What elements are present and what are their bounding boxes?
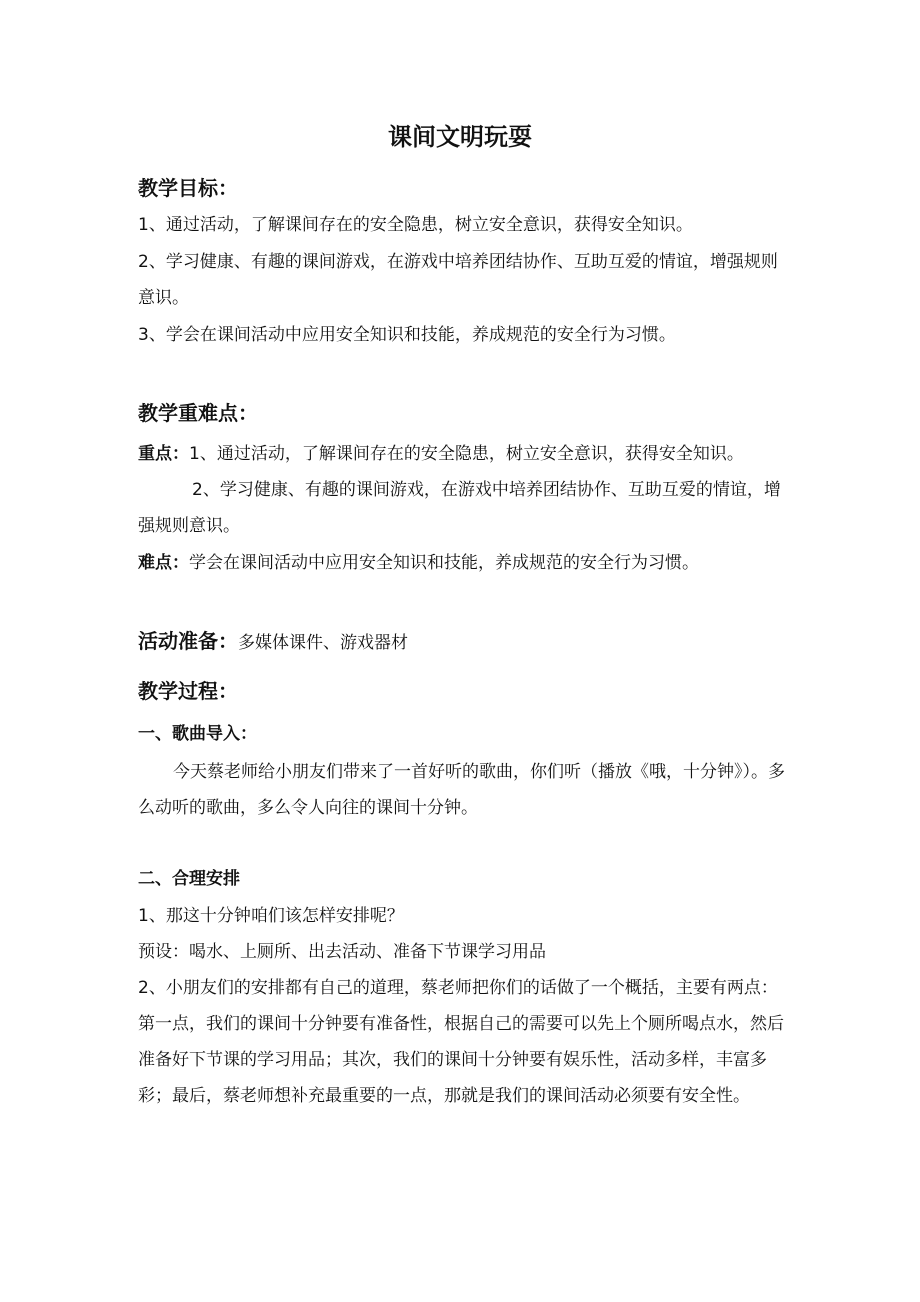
objective-item-3: 3、学会在课间活动中应用安全知识和技能，养成规范的安全行为习惯。	[138, 325, 676, 345]
key-points-heading: 教学重难点：	[138, 401, 258, 425]
focus-item-2: 2、学习健康、有趣的课间游戏，在游戏中培养团结协作、互助互爱的情谊，增强规则意识。	[138, 480, 781, 536]
part1-heading: 一、歌曲导入：	[138, 724, 257, 744]
focus-item-1: 1、通过活动，了解课间存在的安全隐患，树立安全意识，获得安全知识。	[189, 444, 744, 464]
preparation-line	[138, 626, 408, 658]
part2-question-1: 1、那这十分钟咱们该怎样安排呢？	[138, 906, 404, 926]
objective-item-1: 1、通过活动，了解课间存在的安全隐患，树立安全意识，获得安全知识。	[138, 215, 693, 235]
part2-question-2: 2、小朋友们的安排都有自己的道理，蔡老师把你们的话做了一个概括，主要有两点：第一点，我们的课间十分钟要有准备性，根据自己的需要可以先上个厕所喝点水，然后准备好下节课的学习用品；其次，我们的课间十分钟要有娱乐性，活动多样，丰富多彩；最后，蔡老师想补充最重要的一点，那就是我们的课间活动必须要有安全性。	[138, 978, 784, 1106]
part2-heading: 二、合理安排	[138, 869, 240, 889]
objectives-heading: 教学目标：	[138, 176, 238, 200]
focus-label: 重点：	[138, 444, 189, 464]
process-heading: 教学过程：	[138, 679, 238, 703]
focus-line-1	[138, 436, 793, 472]
preparation-content: 多媒体课件、游戏器材	[238, 633, 408, 653]
difficulty-line	[138, 545, 793, 581]
document-title: 课间文明玩耍	[388, 123, 532, 151]
preparation-heading: 活动准备：	[138, 629, 238, 653]
difficulty-label: 难点：	[138, 553, 189, 573]
objective-item-2: 2、学习健康、有趣的课间游戏，在游戏中培养团结协作、互助互爱的情谊，增强规则意识。	[138, 252, 778, 308]
difficulty-text: 学会在课间活动中应用安全知识和技能，养成规范的安全行为习惯。	[189, 553, 699, 573]
part1-paragraph: 今天蔡老师给小朋友们带来了一首好听的歌曲，你们听（播放《哦，十分钟》）。多么动听的歌曲，多么令人向往的课间十分钟。	[138, 762, 785, 818]
part2-preset: 预设：喝水、上厕所、出去活动、准备下节课学习用品	[138, 942, 546, 962]
